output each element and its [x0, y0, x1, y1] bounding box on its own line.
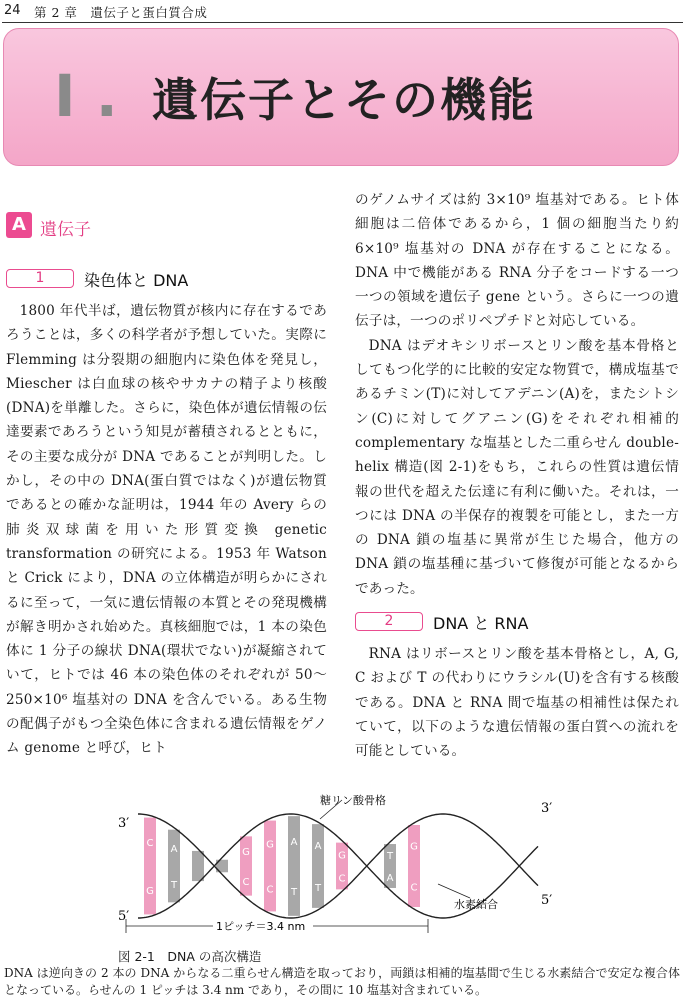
- figure-caption-title: 図 2-1 DNA の高次構造: [118, 949, 262, 964]
- section-letter-badge: A: [6, 212, 32, 238]
- base-letter: G: [338, 850, 346, 862]
- banner-title: 遺伝子とその機能: [152, 73, 536, 127]
- base-letter: C: [338, 873, 346, 885]
- base-letter: G: [266, 839, 274, 851]
- body-paragraph: RNA はリボースとリン酸を基本骨格とし，A, G, C および T の代わりにウラシル(U)を含有する核酸である。DNA と RNA 間で塩基の相補性は保たれていて，以下のような遺伝情報の蛋白質への流れを可能としている。: [355, 646, 679, 760]
- base-letter: A: [314, 841, 322, 853]
- pitch-label: 1ピッチ＝3.4 nm: [216, 920, 306, 933]
- hbond-label: 水素結合: [454, 898, 498, 911]
- figure-caption-body: DNA は逆向きの 2 本の DNA からなる二重らせん構造を取っており，両鎖は相補的塩基間で生じる水素結合で安定な複合体となっている。らせんの 1 ピッチは 3.4 nm であり，その間に 10 塩基対含まれている。: [4, 966, 680, 997]
- base-letter: C: [242, 876, 250, 888]
- base-letter: T: [314, 882, 322, 894]
- base-letter: C: [266, 884, 274, 896]
- base-letter: A: [170, 843, 178, 855]
- page-number: 24: [4, 3, 21, 18]
- base-letter: G: [410, 841, 418, 853]
- end-label-5-right: 5′: [541, 893, 553, 908]
- running-head: [2, 1, 683, 23]
- subsection-number: 2: [355, 612, 423, 631]
- chapter-title: 第 2 章 遺伝子と蛋白質合成: [34, 5, 208, 20]
- dna-double-helix-diagram: [108, 786, 578, 946]
- subsection-title: 染色体と DNA: [84, 271, 189, 290]
- base-letter: A: [290, 837, 298, 849]
- section-title: 遺伝子: [40, 220, 91, 240]
- left-column: [6, 205, 327, 761]
- banner-roman-numeral: I .: [54, 62, 118, 130]
- base-pair-layer: [144, 816, 420, 916]
- end-label-3-right: 3′: [541, 801, 553, 816]
- base-letter: G: [146, 886, 154, 898]
- dna-figure: [108, 786, 578, 946]
- end-label-3-left: 3′: [118, 816, 130, 831]
- section-heading: [6, 205, 327, 239]
- base-letter: T: [386, 851, 394, 863]
- subsection-heading-2: [355, 610, 679, 636]
- header-rule: [2, 22, 683, 23]
- base-letter: T: [290, 886, 298, 898]
- subsection-number: 1: [6, 269, 74, 288]
- chapter-banner: [3, 28, 679, 166]
- body-paragraph: 1800 年代半ば，遺伝物質が核内に存在するであろうことは，多くの科学者が予想していた。実際に Flemming は分裂期の細胞内に染色体を発見し，Miescher は白血球の核やサカナの精子より核酸(DNA)を単離した。さらに，染色体が遺伝情報の伝達要素であろうという知見が蓄積されるとともに，その主要な成分が DNA であることが判明した。しかし，その中の DNA(蛋白質ではなく)が遺伝物質であるとの確かな証明は，1944 年の Avery らの肺炎双球菌を用いた形質変換 genetic transformation の研究による。1953 年 Watson と Crick により，DNA の立体構造が明らかにされるに至って，一気に遺伝情報の本質とその発現機構が解き明かされ始めた。真核細胞では，1 本の染色体に 1 分子の線状 DNA(環状でない)が凝縮されていて，ヒトでは 46 本の染色体のそれぞれが 50〜250×10⁶ 塩基対の DNA を含んでいる。ある生物の配偶子がもつ全染色体に含まれる遺伝情報をゲノム genome と呼び，ヒト: [6, 303, 327, 757]
- body-paragraph: のゲノムサイズは約 3×10⁹ 塩基対である。ヒト体細胞は二倍体であるから，1 個の細胞当たり約 6×10⁹ 塩基対の DNA が存在することになる。DNA 中で機能がある RNA 分子をコードする一つ一つの領域を遺伝子 gene という。さらに一つの遺伝子は，一つのポリペプチドと対応している。: [355, 192, 679, 330]
- base-letter: G: [242, 847, 250, 859]
- base-letter: T: [170, 880, 178, 892]
- end-label-5-left: 5′: [118, 909, 130, 924]
- body-paragraph: DNA はデオキシリボースとリン酸を基本骨格としてもつ化学的に比較的安定な物質で，構成塩基であるチミン(T)に対してアデニン(A)を，またシトシン(C)に対してグアニン(G)をそれぞれ相補的 complementary な塩基とした二重らせん double-helix 構造(図 2-1)をもち，これらの性質は遺伝情報の世代を超えた伝達に有利に働いた。それは，一つには DNA の半保存的複製を可能とし，また一方の DNA 鎖の塩基に異常が生じた場合，他方の DNA 鎖の塩基種に基づいて修復が可能となるからであった。: [355, 337, 679, 597]
- subsection-heading-1: [6, 267, 327, 293]
- backbone-label: 糖リン酸骨格: [320, 794, 386, 807]
- subsection-title: DNA と RNA: [433, 614, 529, 634]
- base-letter: C: [410, 882, 418, 894]
- base-letter: A: [386, 872, 394, 884]
- hbond-leader-line: [438, 884, 470, 898]
- base-letter: C: [146, 837, 154, 849]
- right-column: [355, 188, 679, 764]
